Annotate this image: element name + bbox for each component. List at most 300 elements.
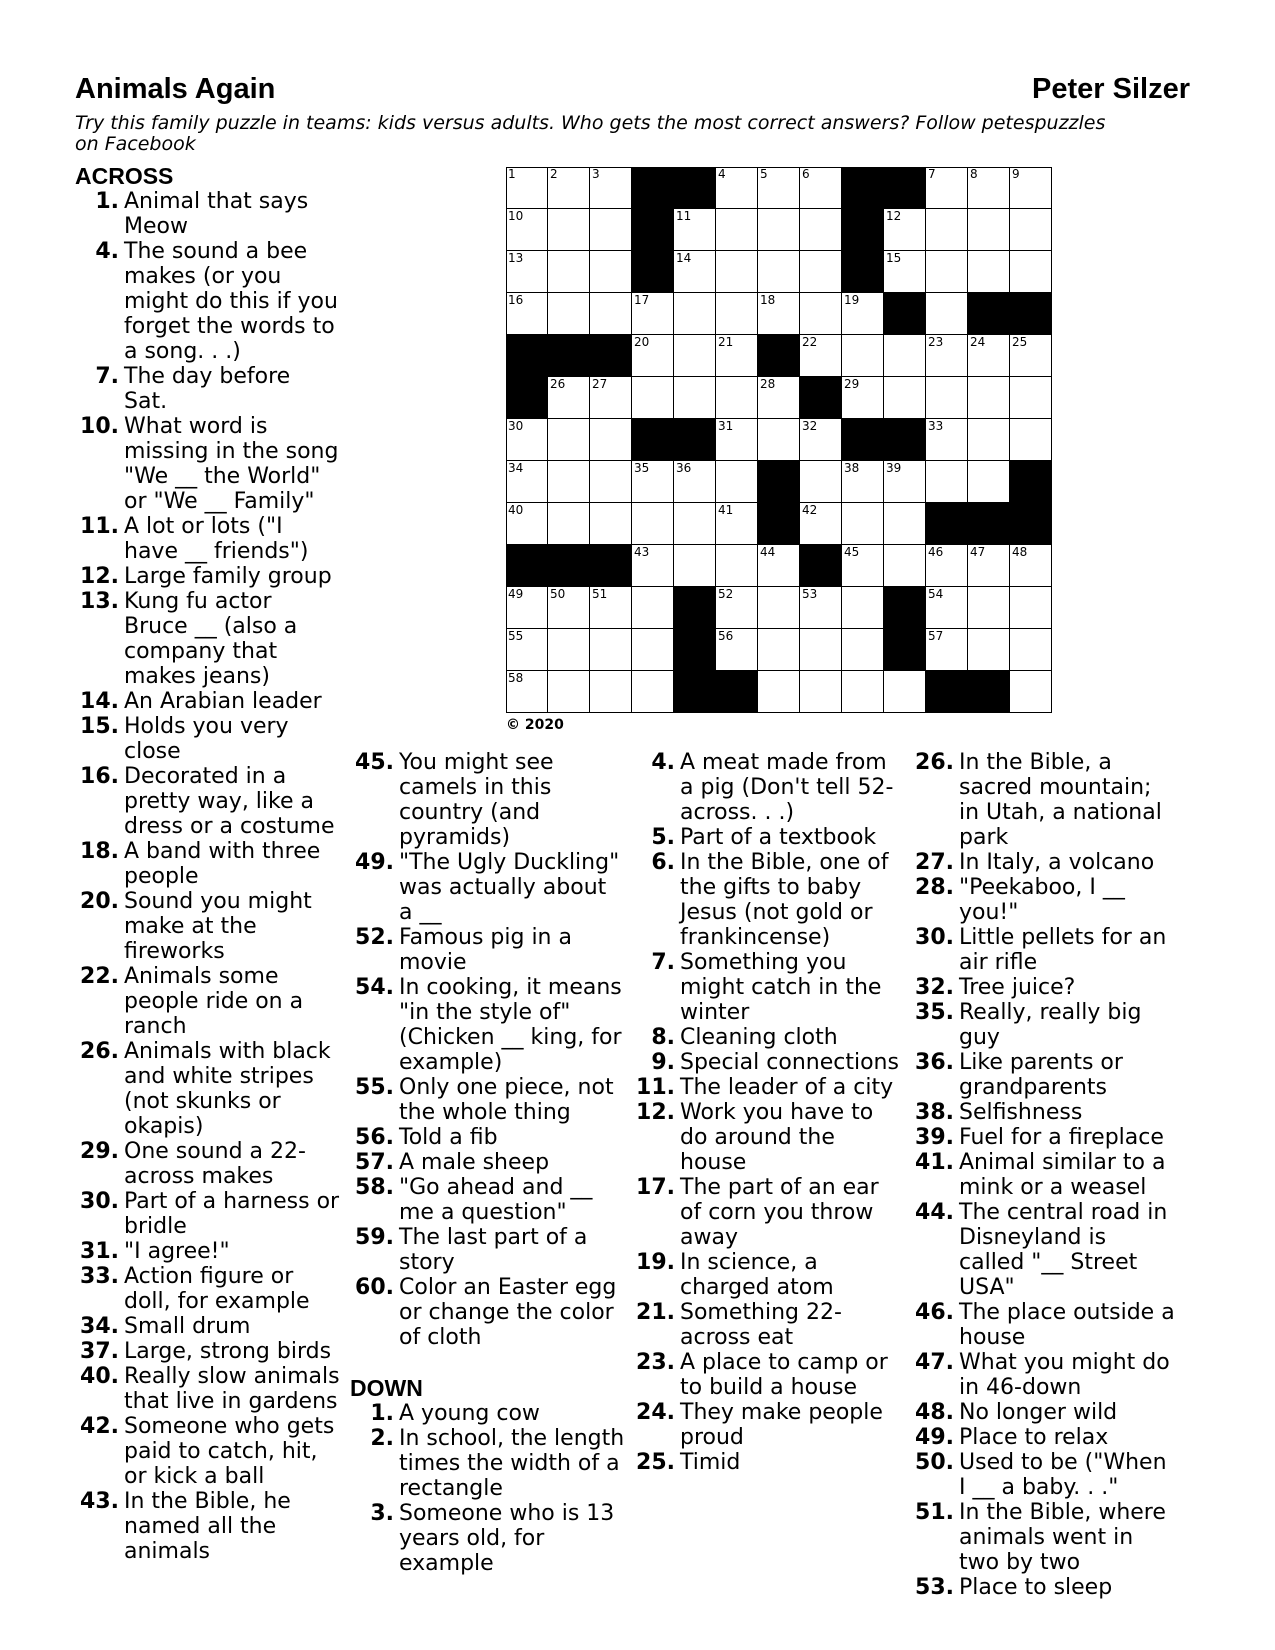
grid-cell[interactable] <box>674 209 716 251</box>
grid-cell[interactable] <box>884 503 926 545</box>
grid-cell[interactable] <box>926 209 968 251</box>
clue-item <box>75 1489 340 1564</box>
clue-text: "I agree!" <box>124 1239 230 1264</box>
clue-item <box>350 1401 625 1426</box>
clue-text: Something you might catch in the winter <box>680 950 882 1025</box>
clue-number: 39. <box>915 1125 954 1150</box>
clue-item <box>350 1075 625 1125</box>
clue-text: Someone who is 13 years old, for example <box>399 1501 615 1576</box>
grid-cell[interactable] <box>716 209 758 251</box>
cell-number: 6 <box>802 167 810 181</box>
clue-text: The leader of a city <box>680 1075 894 1100</box>
cell-number: 50 <box>550 587 566 601</box>
grid-cell[interactable] <box>926 335 968 377</box>
clue-item <box>910 1425 1175 1450</box>
clue-item <box>910 1125 1175 1150</box>
grid-cell[interactable] <box>674 251 716 293</box>
cell-number: 32 <box>802 419 818 433</box>
clue-text: A meat made from a pig (Don't tell 52-across. . .) <box>680 750 894 825</box>
grid-cell[interactable] <box>1010 209 1052 251</box>
clue-item <box>350 1225 625 1275</box>
grid-cell[interactable] <box>506 671 548 713</box>
cell-number: 34 <box>508 461 524 475</box>
grid-cell[interactable] <box>716 377 758 419</box>
clue-text: In the Bible, a sacred mountain; in Utah, a national park <box>959 750 1162 850</box>
clue-text: A young cow <box>399 1401 540 1426</box>
grid-cell[interactable] <box>716 251 758 293</box>
clues-column-2 <box>350 750 625 1576</box>
clue-text: In cooking, it means "in the style of" (Chicken __ king, for example) <box>399 975 622 1075</box>
clue-text: Only one piece, not the whole thing <box>399 1075 614 1125</box>
clue-item <box>75 1039 340 1139</box>
grid-cell[interactable] <box>884 209 926 251</box>
grid-cell[interactable] <box>674 461 716 503</box>
clue-text: Told a fib <box>399 1125 498 1150</box>
clue-text: Kung fu actor Bruce __ (also a company that makes jeans) <box>124 589 298 689</box>
black-square <box>1010 461 1052 503</box>
clue-number: 16. <box>80 764 119 789</box>
cell-number: 18 <box>760 293 776 307</box>
clue-number: 15. <box>80 714 119 739</box>
clue-number: 7. <box>651 950 675 975</box>
grid-cell[interactable] <box>548 629 590 671</box>
clue-item <box>910 1350 1175 1400</box>
clue-number: 31. <box>80 1239 119 1264</box>
grid-cell[interactable] <box>926 461 968 503</box>
grid-cell[interactable] <box>632 503 674 545</box>
clue-item <box>350 1175 625 1225</box>
cell-number: 36 <box>676 461 692 475</box>
grid-cell[interactable] <box>506 293 548 335</box>
clue-text: Special connections <box>680 1050 899 1075</box>
grid-cell[interactable] <box>842 629 884 671</box>
black-square <box>842 209 884 251</box>
grid-cell[interactable] <box>1010 167 1052 209</box>
down-clues-column-3 <box>631 750 901 1475</box>
clue-item <box>75 1339 340 1364</box>
grid-cell[interactable] <box>926 629 968 671</box>
cell-number: 12 <box>886 209 902 223</box>
clue-item <box>75 839 340 889</box>
clue-number: 32. <box>915 975 954 1000</box>
black-square <box>506 335 548 377</box>
clue-number: 26. <box>80 1039 119 1064</box>
clue-item <box>75 889 340 964</box>
grid-cell[interactable] <box>716 587 758 629</box>
clue-text: In the Bible, one of the gifts to baby Jesus (not gold or frankincense) <box>680 850 889 950</box>
clue-text: In science, a charged atom <box>680 1250 834 1300</box>
clue-number: 51. <box>915 1500 954 1525</box>
grid-cell[interactable] <box>632 335 674 377</box>
grid-cell[interactable] <box>1010 671 1052 713</box>
grid-cell[interactable] <box>506 629 548 671</box>
clue-text: Work you have to do around the house <box>680 1100 874 1175</box>
grid-cell[interactable] <box>506 419 548 461</box>
clue-number: 3. <box>370 1501 394 1526</box>
clue-text: In the Bible, he named all the animals <box>124 1489 291 1564</box>
cell-number: 9 <box>1012 167 1020 181</box>
black-square <box>506 545 548 587</box>
grid-cell[interactable] <box>632 377 674 419</box>
puzzle-subtitle: Try this family puzzle in teams: kids versus adults. Who gets the most correct answers? Follow petespuzzles on Facebook <box>75 112 1106 155</box>
grid-cell[interactable] <box>884 377 926 419</box>
grid-cell[interactable] <box>548 293 590 335</box>
grid-cell[interactable] <box>842 671 884 713</box>
clue-item <box>75 414 340 514</box>
cell-number: 54 <box>928 587 944 601</box>
clue-text: "The Ugly Duckling" was actually about a __ <box>399 850 620 925</box>
grid-cell[interactable] <box>506 167 548 209</box>
grid-cell[interactable] <box>758 377 800 419</box>
grid-cell[interactable] <box>548 377 590 419</box>
cell-number: 39 <box>886 461 902 475</box>
clue-text: Tree juice? <box>959 975 1076 1000</box>
grid-cell[interactable] <box>548 587 590 629</box>
clue-number: 18. <box>80 839 119 864</box>
grid-cell[interactable] <box>632 671 674 713</box>
cell-number: 29 <box>844 377 860 391</box>
grid-cell[interactable] <box>926 167 968 209</box>
cell-number: 42 <box>802 503 818 517</box>
clue-item <box>75 364 340 414</box>
grid-cell[interactable] <box>548 209 590 251</box>
grid-cell[interactable] <box>926 377 968 419</box>
grid-cell[interactable] <box>716 293 758 335</box>
clue-text: Something 22-across eat <box>680 1300 842 1350</box>
clue-number: 1. <box>95 189 119 214</box>
clue-text: Cleaning cloth <box>680 1025 838 1050</box>
down-heading: DOWN <box>350 1375 423 1401</box>
grid-cell[interactable] <box>590 587 632 629</box>
clue-item <box>631 950 901 1025</box>
grid-cell[interactable] <box>716 335 758 377</box>
clue-item <box>75 239 340 364</box>
grid-cell[interactable] <box>1010 377 1052 419</box>
cell-number: 19 <box>844 293 860 307</box>
grid-cell[interactable] <box>926 293 968 335</box>
clue-text: Like parents or grandparents <box>959 1050 1123 1100</box>
grid-cell[interactable] <box>758 419 800 461</box>
cell-number: 48 <box>1012 545 1028 559</box>
cell-number: 44 <box>760 545 776 559</box>
grid-cell[interactable] <box>548 503 590 545</box>
black-square <box>842 167 884 209</box>
grid-cell[interactable] <box>842 293 884 335</box>
grid-cell[interactable] <box>674 545 716 587</box>
grid-cell[interactable] <box>590 671 632 713</box>
clue-item <box>75 1314 340 1339</box>
clue-text: Large family group <box>124 564 332 589</box>
grid-cell[interactable] <box>968 545 1010 587</box>
grid-cell[interactable] <box>716 629 758 671</box>
cell-number: 22 <box>802 335 818 349</box>
grid-cell[interactable] <box>968 587 1010 629</box>
down-clue-list-final <box>910 750 1175 1600</box>
black-square <box>674 671 716 713</box>
grid-cell[interactable] <box>800 293 842 335</box>
clue-number: 46. <box>915 1300 954 1325</box>
grid-cell[interactable] <box>632 461 674 503</box>
grid-cell[interactable] <box>632 545 674 587</box>
cell-number: 47 <box>970 545 986 559</box>
grid-cell[interactable] <box>674 377 716 419</box>
grid-cell[interactable] <box>716 167 758 209</box>
grid-cell[interactable] <box>800 461 842 503</box>
clue-number: 53. <box>915 1575 954 1600</box>
grid-cell[interactable] <box>800 629 842 671</box>
grid-cell[interactable] <box>926 419 968 461</box>
cell-number: 17 <box>634 293 650 307</box>
clue-number: 29. <box>80 1139 119 1164</box>
grid-cell[interactable] <box>758 293 800 335</box>
cell-number: 55 <box>508 629 524 643</box>
cell-number: 1 <box>508 167 516 181</box>
black-square <box>632 209 674 251</box>
clue-text: One sound a 22-across makes <box>124 1139 306 1189</box>
grid-cell[interactable] <box>926 545 968 587</box>
clue-item <box>631 1100 901 1175</box>
grid-cell[interactable] <box>506 251 548 293</box>
grid-cell[interactable] <box>716 461 758 503</box>
cell-number: 14 <box>676 251 692 265</box>
clue-number: 7. <box>95 364 119 389</box>
grid-cell[interactable] <box>590 629 632 671</box>
clue-number: 8. <box>651 1025 675 1050</box>
clue-item <box>631 825 901 850</box>
clue-text: The part of an ear of corn you throw away <box>680 1175 879 1250</box>
black-square <box>674 629 716 671</box>
grid-cell[interactable] <box>758 587 800 629</box>
grid-cell[interactable] <box>548 671 590 713</box>
grid-cell[interactable] <box>800 209 842 251</box>
grid-cell[interactable] <box>590 251 632 293</box>
cell-number: 3 <box>592 167 600 181</box>
grid-cell[interactable] <box>632 587 674 629</box>
clue-number: 58. <box>355 1175 394 1200</box>
grid-cell[interactable] <box>632 629 674 671</box>
black-square <box>884 293 926 335</box>
clue-number: 60. <box>355 1275 394 1300</box>
grid-cell[interactable] <box>758 167 800 209</box>
clue-number: 20. <box>80 889 119 914</box>
black-square <box>800 377 842 419</box>
clue-text: Small drum <box>124 1314 251 1339</box>
grid-cell[interactable] <box>968 209 1010 251</box>
cell-number: 16 <box>508 293 524 307</box>
black-square <box>674 587 716 629</box>
black-square <box>758 335 800 377</box>
grid-cell[interactable] <box>674 293 716 335</box>
grid-cell[interactable] <box>800 335 842 377</box>
black-square <box>632 251 674 293</box>
grid-cell[interactable] <box>590 293 632 335</box>
clue-item <box>910 875 1175 925</box>
grid-cell[interactable] <box>968 251 1010 293</box>
clue-number: 47. <box>915 1350 954 1375</box>
grid-cell[interactable] <box>758 671 800 713</box>
clue-text: Sound you might make at the fireworks <box>124 889 312 964</box>
cell-number: 25 <box>1012 335 1028 349</box>
grid-cell[interactable] <box>632 293 674 335</box>
grid-cell[interactable] <box>968 377 1010 419</box>
grid-cell[interactable] <box>548 167 590 209</box>
grid-cell[interactable] <box>968 167 1010 209</box>
black-square <box>674 419 716 461</box>
clue-item <box>75 514 340 564</box>
black-square <box>926 503 968 545</box>
grid-cell[interactable] <box>884 671 926 713</box>
grid-cell[interactable] <box>968 629 1010 671</box>
clue-number: 28. <box>915 875 954 900</box>
clue-number: 34. <box>80 1314 119 1339</box>
grid-cell[interactable] <box>800 251 842 293</box>
cell-number: 2 <box>550 167 558 181</box>
grid-cell[interactable] <box>716 419 758 461</box>
grid-cell[interactable] <box>758 629 800 671</box>
grid-cell[interactable] <box>548 419 590 461</box>
clue-text: Color an Easter egg or change the color of cloth <box>399 1275 617 1350</box>
grid-cell[interactable] <box>758 209 800 251</box>
grid-cell[interactable] <box>968 419 1010 461</box>
grid-cell[interactable] <box>926 251 968 293</box>
grid-cell[interactable] <box>842 503 884 545</box>
clue-item <box>910 850 1175 875</box>
cell-number: 31 <box>718 419 734 433</box>
grid-cell[interactable] <box>800 671 842 713</box>
grid-cell[interactable] <box>1010 545 1052 587</box>
grid-cell[interactable] <box>590 503 632 545</box>
grid-cell[interactable] <box>842 461 884 503</box>
cell-number: 58 <box>508 671 524 685</box>
grid-cell[interactable] <box>716 545 758 587</box>
clue-text: The last part of a story <box>399 1225 588 1275</box>
clue-text: Animal similar to a mink or a weasel <box>959 1150 1166 1200</box>
clue-item <box>75 964 340 1039</box>
grid-cell[interactable] <box>674 335 716 377</box>
grid-cell[interactable] <box>884 545 926 587</box>
clue-text: Famous pig in a movie <box>399 925 572 975</box>
clue-number: 17. <box>636 1175 675 1200</box>
clue-text: In school, the length times the width of a rectangle <box>399 1426 625 1501</box>
cell-number: 27 <box>592 377 608 391</box>
crossword-grid <box>506 167 1052 713</box>
grid-cell[interactable] <box>800 587 842 629</box>
grid-cell[interactable] <box>590 419 632 461</box>
clue-number: 57. <box>355 1150 394 1175</box>
clue-item <box>75 714 340 764</box>
grid-cell[interactable] <box>968 461 1010 503</box>
grid-cell[interactable] <box>1010 251 1052 293</box>
clue-number: 56. <box>355 1125 394 1150</box>
grid-cell[interactable] <box>506 503 548 545</box>
clue-number: 43. <box>80 1489 119 1514</box>
grid-cell[interactable] <box>842 545 884 587</box>
clue-item <box>631 750 901 825</box>
grid-cell[interactable] <box>1010 419 1052 461</box>
clue-item <box>910 1200 1175 1300</box>
grid-cell[interactable] <box>842 377 884 419</box>
black-square <box>1010 503 1052 545</box>
clue-text: The day before Sat. <box>124 364 291 414</box>
clue-item <box>631 1350 901 1400</box>
clue-number: 40. <box>80 1364 119 1389</box>
clue-number: 24. <box>636 1400 675 1425</box>
cell-number: 5 <box>760 167 768 181</box>
grid-cell[interactable] <box>506 209 548 251</box>
clue-text: Part of a harness or bridle <box>124 1189 340 1239</box>
clue-number: 4. <box>651 750 675 775</box>
clue-item <box>910 1450 1175 1500</box>
clue-item <box>631 1250 901 1300</box>
grid-cell[interactable] <box>800 419 842 461</box>
cell-number: 28 <box>760 377 776 391</box>
clue-item <box>631 850 901 950</box>
grid-cell[interactable] <box>800 167 842 209</box>
grid-cell[interactable] <box>758 251 800 293</box>
grid-cell[interactable] <box>674 503 716 545</box>
across-heading: ACROSS <box>75 163 174 189</box>
grid-cell[interactable] <box>842 335 884 377</box>
clue-text: A male sheep <box>399 1150 550 1175</box>
grid-cell[interactable] <box>506 587 548 629</box>
grid-cell[interactable] <box>926 587 968 629</box>
grid-cell[interactable] <box>590 209 632 251</box>
grid-cell[interactable] <box>716 503 758 545</box>
grid-cell[interactable] <box>1010 629 1052 671</box>
black-square <box>926 671 968 713</box>
grid-cell[interactable] <box>590 167 632 209</box>
clue-number: 1. <box>370 1401 394 1426</box>
clue-item <box>350 925 625 975</box>
clue-text: Selfishness <box>959 1100 1083 1125</box>
grid-cell[interactable] <box>842 587 884 629</box>
grid-cell[interactable] <box>1010 335 1052 377</box>
cell-number: 38 <box>844 461 860 475</box>
clue-text: What word is missing in the song "We __ the World" or "We __ Family" <box>124 414 339 514</box>
cell-number: 20 <box>634 335 650 349</box>
grid-cell[interactable] <box>506 461 548 503</box>
clue-number: 21. <box>636 1300 675 1325</box>
grid-cell[interactable] <box>968 335 1010 377</box>
black-square <box>758 503 800 545</box>
grid-cell[interactable] <box>884 251 926 293</box>
clue-item <box>350 1275 625 1350</box>
clue-number: 13. <box>80 589 119 614</box>
black-square <box>506 377 548 419</box>
grid-cell[interactable] <box>758 545 800 587</box>
grid-cell[interactable] <box>548 461 590 503</box>
clue-item <box>910 975 1175 1000</box>
grid-cell[interactable] <box>800 503 842 545</box>
grid-cell[interactable] <box>590 377 632 419</box>
clue-item <box>75 689 340 714</box>
clue-text: Little pellets for an air rifle <box>959 925 1167 975</box>
across-clues-column-1 <box>75 163 340 1564</box>
cell-number: 56 <box>718 629 734 643</box>
black-square <box>884 167 926 209</box>
clue-text: Someone who gets paid to catch, hit, or kick a ball <box>124 1414 335 1489</box>
black-square <box>590 335 632 377</box>
grid-cell[interactable] <box>884 335 926 377</box>
black-square <box>968 293 1010 335</box>
grid-cell[interactable] <box>548 251 590 293</box>
cell-number: 13 <box>508 251 524 265</box>
grid-cell[interactable] <box>884 461 926 503</box>
grid-cell[interactable] <box>590 461 632 503</box>
clue-number: 44. <box>915 1200 954 1225</box>
black-square <box>842 251 884 293</box>
grid-cell[interactable] <box>1010 587 1052 629</box>
